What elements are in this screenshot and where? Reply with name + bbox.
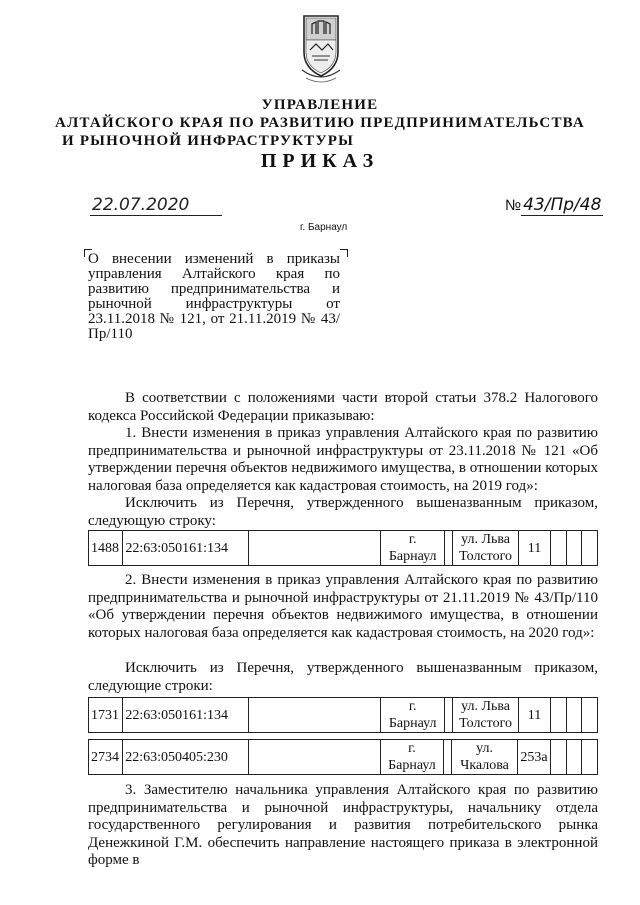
document-number: [505, 195, 603, 215]
corner-bracket-left: [84, 249, 92, 257]
cadastral-number: 22:63:050161:134: [123, 531, 249, 566]
table-row: [88, 739, 598, 775]
house-cell: 11: [518, 698, 550, 733]
table-row: [88, 530, 598, 566]
header-line-1: УПРАВЛЕНИЕ: [261, 97, 379, 113]
number-value: 43/Пр/48: [523, 195, 602, 215]
house-cell: 11: [518, 531, 550, 566]
subject-text: О внесении изменений в приказы управления Алтайского края по развитию предпринимательства и рыночной инфраструктуры от 23.11.2018 № 121, от 21.11.2019 № 43/Пр/110: [88, 251, 340, 342]
city-cell: г. Барнаул: [380, 740, 443, 775]
coat-of-arms-emblem: [300, 10, 342, 88]
street-cell: ул. Льва Толстого: [453, 698, 519, 733]
city-cell: г. Барнаул: [381, 698, 444, 733]
item-2-exclude-paragraph: Исключить из Перечня, утвержденного вышеназванным приказом, следующие строки:: [88, 660, 598, 694]
house-cell: 253а: [517, 740, 550, 775]
document-date: 22.07.2020: [90, 195, 222, 216]
header-line-3: И РЫНОЧНОЙ ИНФРАСТРУКТУРЫ: [62, 133, 354, 149]
item-3-paragraph: 3. Заместителю начальника управления Алтайского края по развитию предпринимательства и рыночной инфраструктуры, начальнику отдела государственного регулирования и развития потребительского рынка Денежкиной Г.М. обеспечить направление настоящего приказа в электронной форме в: [88, 782, 598, 868]
city-cell: г. Барнаул: [381, 531, 444, 566]
cadastral-number: 22:63:050405:230: [123, 740, 249, 775]
table-row: [88, 697, 598, 733]
item-2-paragraph: 2. Внести изменения в приказ управления Алтайского края по развитию предпринимательства и рыночной инфраструктуры от 21.11.2019 № 43/Пр/110 «Об утверждении перечня объектов недвижимого имущества, в отношении которых налоговая база определяется как кадастровая стоимость, на 2020 год»:: [88, 572, 598, 641]
street-cell: ул. Чкалова: [452, 740, 517, 775]
item-1-paragraph: 1. Внести изменения в приказ управления Алтайского края по развитию предпринимательства и рыночной инфраструктуры от 23.11.2018 № 121 «Об утверждении перечня объектов недвижимого имущества, в отношении которых налоговая база определяется как кадастровая стоимость, на 2019 год»:: [88, 425, 598, 494]
cadastral-number: 22:63:050161:134: [123, 698, 249, 733]
item-1-exclude-paragraph: Исключить из Перечня, утвержденного вышеназванным приказом, следующую строку:: [88, 495, 598, 529]
corner-bracket-right: [340, 249, 348, 257]
row-number: 1488: [89, 531, 123, 566]
number-prefix: №: [505, 197, 522, 214]
row-number: 2734: [89, 740, 123, 775]
document-title: ПРИКАЗ: [260, 150, 380, 172]
city-label: г. Барнаул: [300, 222, 348, 233]
order-subject: [88, 252, 340, 342]
street-cell: ул. Льва Толстого: [453, 531, 519, 566]
row-number: 1731: [89, 698, 123, 733]
header-line-2: АЛТАЙСКОГО КРАЯ ПО РАЗВИТИЮ ПРЕДПРИНИМАТЕЛЬСТВА: [55, 115, 585, 131]
intro-paragraph: В соответствии с положениями части второй статьи 378.2 Налогового кодекса Российской Федерации приказываю:: [88, 390, 598, 424]
